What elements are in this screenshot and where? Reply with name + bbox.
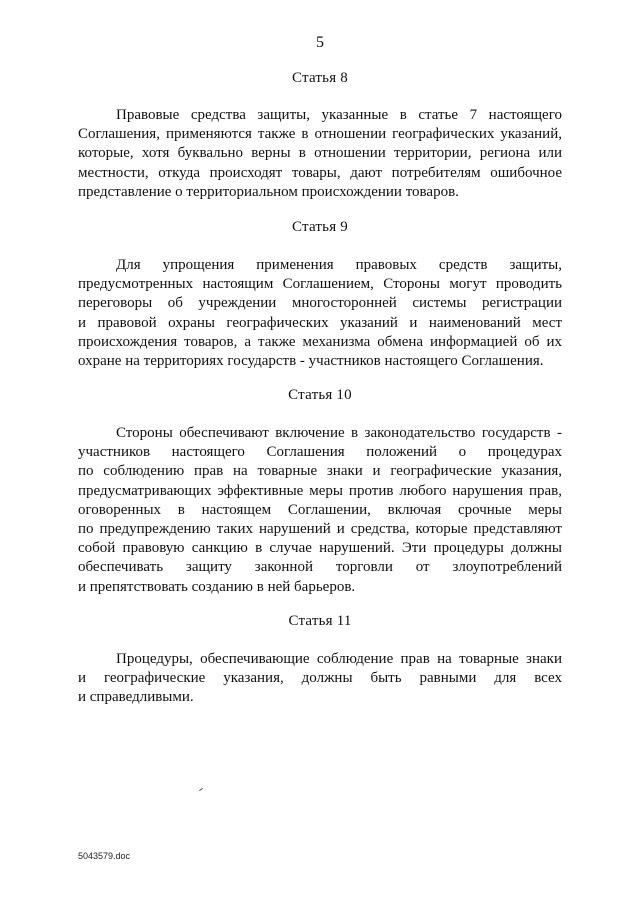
- article-10-line: по соблюдению прав на товарные знаки и географические указания,: [78, 463, 562, 480]
- article-9-line: Для упрощения применения правовых средств защиты,: [116, 257, 562, 273]
- article-8-heading: Статья 8: [292, 70, 348, 86]
- article-8-paragraph: [78, 106, 562, 202]
- article-9-line: происхождения товаров, а также механизма обмена информацией об их: [78, 333, 562, 350]
- article-10-line: участников настоящего Соглашения положений о процедурах: [78, 444, 562, 461]
- stray-mark: [199, 788, 203, 791]
- article-10-line: предусматривающих эффективные меры против любого нарушения прав,: [78, 482, 562, 499]
- article-11-line: и географические указания, должны быть равными для всех: [78, 670, 562, 687]
- article-11-line: Процедуры, обеспечивающие соблюдение прав на товарные знаки: [116, 651, 562, 667]
- page-number: 5: [316, 34, 324, 51]
- article-8-line: Правовые средства защиты, указанные в статье 7 настоящего: [116, 107, 562, 123]
- article-10-line: и препятствовать созданию в ней барьеров.: [78, 578, 356, 595]
- article-10-paragraph: [78, 424, 562, 597]
- article-8-line: представление о территориальном происхождении товаров.: [78, 183, 459, 200]
- article-8-line: Соглашения, применяются также в отношении географических указаний,: [78, 126, 562, 143]
- article-11-line: и справедливыми.: [78, 689, 194, 706]
- article-8-line: которые, хотя буквально верны в отношении территории, региона или: [78, 145, 562, 162]
- article-10-line: Стороны обеспечивают включение в законодательство государств -: [116, 425, 562, 441]
- article-9-heading: Статья 9: [292, 219, 348, 235]
- article-9-line: переговоры об учреждении многосторонней системы регистрации: [78, 295, 562, 312]
- article-9-line: охране на территориях государств - участников настоящего Соглашения.: [78, 353, 544, 370]
- article-11-paragraph: [78, 650, 562, 708]
- article-10-heading: Статья 10: [288, 387, 352, 403]
- article-9-line: предусмотренных настоящим Соглашением, Стороны могут проводить: [78, 276, 562, 293]
- article-9-paragraph: [78, 256, 562, 371]
- article-10-line: обеспечивать защиту законной торговли от злоупотреблений: [78, 559, 562, 576]
- article-10-line: оговоренных в настоящем Соглашении, включая срочные меры: [78, 501, 562, 518]
- article-8-line: местности, откуда происходят товары, дают потребителям ошибочное: [78, 164, 562, 181]
- footer-filename: 5043579.doc: [78, 851, 131, 861]
- article-10-line: по предупреждению таких нарушений и средства, которые представляют: [78, 521, 562, 538]
- article-11-heading: Статья 11: [288, 613, 352, 629]
- article-10-line: собой правовую санкцию в случае нарушений. Эти процедуры должны: [78, 540, 562, 557]
- article-9-line: и правовой охраны географических указаний и наименований мест: [78, 314, 562, 331]
